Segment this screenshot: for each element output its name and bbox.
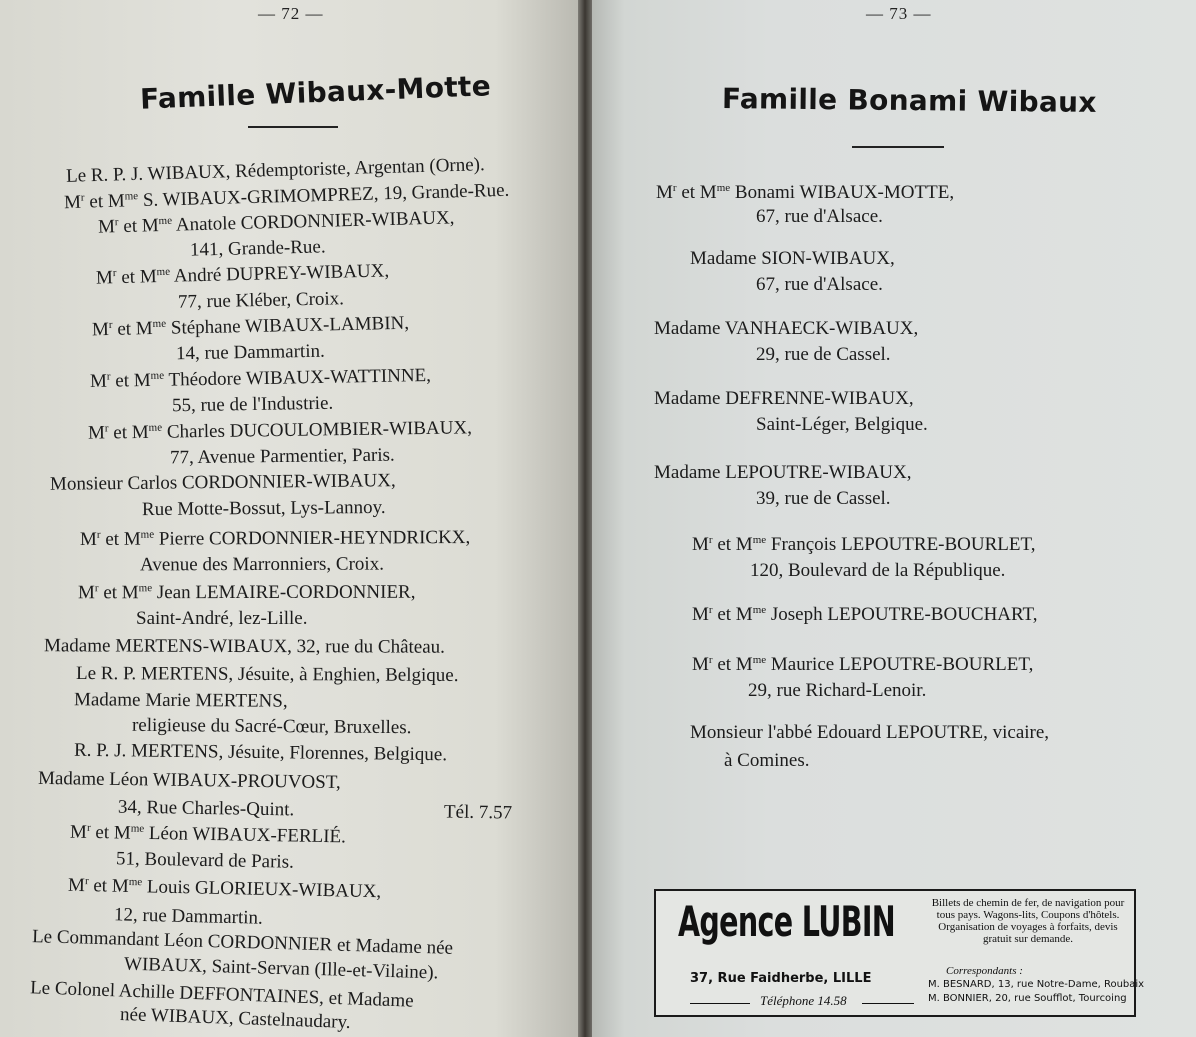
entry-text: Le Colonel Achille DEFFONTAINES, et Madame <box>29 977 414 1012</box>
entry-line <box>92 313 409 342</box>
superscript: me <box>130 822 145 835</box>
superscript: r <box>672 182 677 194</box>
entry-line <box>690 722 1049 744</box>
agency-address: 37, Rue Faidherbe, LILLE <box>690 971 872 986</box>
superscript: r <box>114 216 119 229</box>
entry-line <box>50 470 396 496</box>
superscript: r <box>106 370 111 383</box>
page-title: Famille Bonami Wibaux <box>721 82 1097 119</box>
entry-text: Madame SION-WIBAUX, <box>690 248 895 269</box>
entry-line <box>692 604 1038 626</box>
entry-text: et M <box>712 654 753 675</box>
entry-text: et M <box>100 528 141 550</box>
entry-text: à Comines. <box>724 750 810 771</box>
entry-text: Madame Léon WIBAUX-PROUVOST, <box>37 767 341 794</box>
agency-telephone: Téléphone 14.58 <box>760 993 847 1008</box>
entry-text: Joseph LEPOUTRE-BOUCHART, <box>766 604 1038 625</box>
entry-text: Madame VANHAECK-WIBAUX, <box>654 318 919 339</box>
entry-text: M <box>692 604 709 625</box>
entry-text: Anatole CORDONNIER-WIBAUX, <box>171 207 455 236</box>
superscript: r <box>708 654 713 666</box>
entry-text: François LEPOUTRE-BOURLET, <box>766 534 1036 555</box>
entry-text: M <box>692 534 709 555</box>
entry-text: 29, rue Richard-Lenoir. <box>748 680 927 701</box>
entry-text: et M <box>712 604 753 625</box>
entry-text: et M <box>110 369 151 392</box>
entry-text: 34, Rue Charles-Quint. <box>117 796 295 821</box>
entry-text: Le R. P. J. WIBAUX, Rédemptoriste, Argentan (Orne). <box>65 154 486 187</box>
entry-line <box>170 445 395 470</box>
entry-line <box>74 740 447 767</box>
entry-line <box>172 393 334 418</box>
entry-line <box>70 822 346 849</box>
entry-line <box>76 663 459 687</box>
entry-text: Monsieur Carlos CORDONNIER-WIBAUX, <box>49 470 396 495</box>
superscript: me <box>152 317 167 331</box>
title-rule <box>248 126 338 128</box>
superscript: me <box>138 582 153 595</box>
entry-text: Saint-Léger, Belgique. <box>756 414 928 435</box>
superscript: me <box>128 875 143 889</box>
entry-line <box>132 715 412 739</box>
superscript: me <box>752 534 767 546</box>
entry-text: Le R. P. MERTENS, Jésuite, à Enghien, Belgique. <box>75 662 459 687</box>
superscript: me <box>156 265 171 279</box>
entry-line <box>178 288 344 313</box>
entry-text: 51, Boulevard de Paris. <box>115 848 295 873</box>
entry-text: M <box>95 267 114 289</box>
entry-line <box>654 388 914 410</box>
entry-text: Louis GLORIEUX-WIBAUX, <box>141 876 382 903</box>
entry-text: et M <box>116 266 157 289</box>
entry-text: M <box>692 654 709 675</box>
entry-line <box>118 797 295 822</box>
entry-text: M <box>87 422 106 444</box>
entry-text: M <box>89 370 108 392</box>
entry-line <box>756 274 883 296</box>
entry-text: M <box>97 216 116 238</box>
superscript: r <box>108 318 113 331</box>
entry-line <box>750 560 1005 582</box>
correspondant-item: M. BESNARD, 13, rue Notre-Dame, Roubaix <box>928 979 1145 990</box>
entry-text: 141, Grande-Rue. <box>189 236 326 261</box>
page-number: — 72 — <box>258 4 324 23</box>
entry-line <box>32 926 454 960</box>
entry-line <box>80 527 470 551</box>
superscript: me <box>752 604 767 616</box>
entry-text: André DUPREY-WIBAUX, <box>169 260 390 287</box>
entry-text: Monsieur l'abbé Edouard LEPOUTRE, vicaire, <box>690 722 1050 743</box>
entry-text: Rue Motte-Bossut, Lys-Lannoy. <box>141 496 386 521</box>
entry-text: 77, Avenue Parmentier, Paris. <box>169 444 395 469</box>
entry-line <box>142 497 386 521</box>
entry-text: et M <box>118 215 159 238</box>
entry-text: et M <box>712 534 753 555</box>
entry-text: et M <box>88 875 129 897</box>
entry-text: née WIBAUX, Castelnaudary. <box>119 1003 351 1034</box>
page-number: — 73 — <box>866 4 932 23</box>
entry-line <box>756 206 883 228</box>
entry-line <box>38 768 341 794</box>
entry-line <box>116 848 294 873</box>
entry-line <box>78 582 416 605</box>
superscript: r <box>86 821 91 834</box>
entry-text: et M <box>84 190 126 213</box>
superscript: r <box>94 582 99 595</box>
entry-text: M <box>67 874 86 897</box>
entry-text: et M <box>90 821 131 844</box>
entry-text: WIBAUX, Saint-Servan (Ille-et-Vilaine). <box>123 953 439 984</box>
entry-line <box>74 689 288 712</box>
entry-line <box>140 554 384 577</box>
entry-line <box>724 750 810 772</box>
entry-text: 29, rue de Cassel. <box>756 344 891 365</box>
right-page <box>588 0 1196 1037</box>
entry-line <box>114 904 263 929</box>
superscript: r <box>80 191 85 204</box>
entry-line <box>136 608 307 630</box>
entry-text: R. P. J. MERTENS, Jésuite, Florennes, Belgique. <box>73 739 448 766</box>
entry-text: et M <box>676 182 717 203</box>
entry-text: Stéphane WIBAUX-LAMBIN, <box>165 312 410 339</box>
entry-text: Charles DUCOULOMBIER-WIBAUX, <box>161 417 473 443</box>
entry-line <box>68 875 382 904</box>
entry-line <box>692 534 1035 556</box>
entry-line <box>88 417 472 444</box>
entry-text: 67, rue d'Alsace. <box>756 274 883 295</box>
left-page <box>0 0 582 1037</box>
entry-line <box>124 954 439 985</box>
entry-text: Théodore WIBAUX-WATTINNE, <box>163 365 432 391</box>
superscript: r <box>708 604 713 616</box>
entry-text: Maurice LEPOUTRE-BOURLET, <box>766 654 1034 675</box>
entry-line <box>654 318 918 340</box>
title-rule <box>852 146 944 148</box>
superscript: me <box>124 190 139 203</box>
entry-text: M <box>656 182 673 203</box>
entry-text: Avenue des Marronniers, Croix. <box>139 553 384 576</box>
superscript: me <box>148 421 163 434</box>
superscript: me <box>752 654 767 666</box>
advertisement-box <box>654 889 1145 1017</box>
entry-line <box>692 654 1033 676</box>
entry-line <box>690 248 895 270</box>
entry-text: et M <box>108 421 149 444</box>
entry-line <box>90 365 431 393</box>
entry-text: Madame LEPOUTRE-WIBAUX, <box>654 462 912 483</box>
entry-text: 120, Boulevard de la République. <box>750 560 1006 581</box>
superscript: me <box>716 182 731 194</box>
entry-text: 55, rue de l'Industrie. <box>171 392 334 417</box>
entry-text: Madame Marie MERTENS, <box>73 689 288 712</box>
entry-line <box>98 207 455 238</box>
entry-text: M <box>63 191 82 214</box>
entry-text: Madame DEFRENNE-WIBAUX, <box>654 388 914 409</box>
entry-text: Bonami WIBAUX-MOTTE, <box>730 182 955 203</box>
entry-text: Léon WIBAUX-FERLIÉ. <box>143 822 347 848</box>
agency-services: Billets de chemin de fer, de navigation pour tous pays. Wagons-lits, Coupons d'hôtels. Organisation de voyages à forfaits, devis gratuit sur demande. <box>931 897 1125 945</box>
superscript: me <box>150 369 165 382</box>
agency-name: Agence LUBIN <box>678 897 896 946</box>
entry-line <box>190 236 326 261</box>
entry-text: 77, rue Kléber, Croix. <box>177 288 345 313</box>
entry-text: Le Commandant Léon CORDONNIER et Madame née <box>31 926 454 959</box>
entry-line <box>748 680 926 702</box>
superscript: r <box>112 267 117 280</box>
superscript: me <box>140 528 155 541</box>
entry-line <box>444 801 512 824</box>
entry-line <box>756 414 928 436</box>
superscript: r <box>708 534 713 546</box>
entry-text: religieuse du Sacré-Cœur, Bruxelles. <box>131 714 412 739</box>
entry-text: Pierre CORDONNIER-HEYNDRICKX, <box>154 526 471 550</box>
book-gutter <box>578 0 592 1037</box>
entry-text: M <box>69 821 88 843</box>
entry-text: 14, rue Dammartin. <box>175 340 325 365</box>
entry-line <box>654 462 912 484</box>
superscript: r <box>84 875 89 888</box>
entry-text: M <box>91 318 110 341</box>
entry-text: Tél. 7.57 <box>443 801 513 824</box>
entry-text: 67, rue d'Alsace. <box>756 206 883 227</box>
superscript: r <box>96 528 101 541</box>
entry-text: 39, rue de Cassel. <box>756 488 891 509</box>
superscript: r <box>104 422 109 435</box>
correspondants-label: Correspondants : <box>946 965 1023 977</box>
entry-text: Madame MERTENS-WIBAUX, 32, rue du Château. <box>43 635 445 658</box>
entry-text: Saint-André, lez-Lille. <box>136 608 308 629</box>
divider <box>862 1003 914 1004</box>
entry-text: M <box>79 528 97 551</box>
entry-text: et M <box>112 318 153 340</box>
entry-line <box>756 344 891 366</box>
entry-line <box>756 488 891 510</box>
entry-text: S. WIBAUX-GRIMOMPREZ, 19, Grande-Rue. <box>137 179 510 212</box>
divider <box>690 1003 750 1004</box>
entry-line <box>176 341 325 366</box>
page-title: Famille Wibaux-Motte <box>139 69 492 116</box>
entry-line <box>656 182 954 204</box>
superscript: me <box>158 214 173 228</box>
entry-line <box>44 635 445 658</box>
entry-text: 12, rue Dammartin. <box>113 904 264 929</box>
entry-text: Jean LEMAIRE-CORDONNIER, <box>152 581 416 604</box>
entry-line <box>96 260 390 289</box>
correspondant-item: M. BONNIER, 20, rue Soufflot, Tourcoing <box>928 993 1127 1004</box>
entry-text: M <box>77 582 95 604</box>
entry-text: et M <box>98 582 139 604</box>
